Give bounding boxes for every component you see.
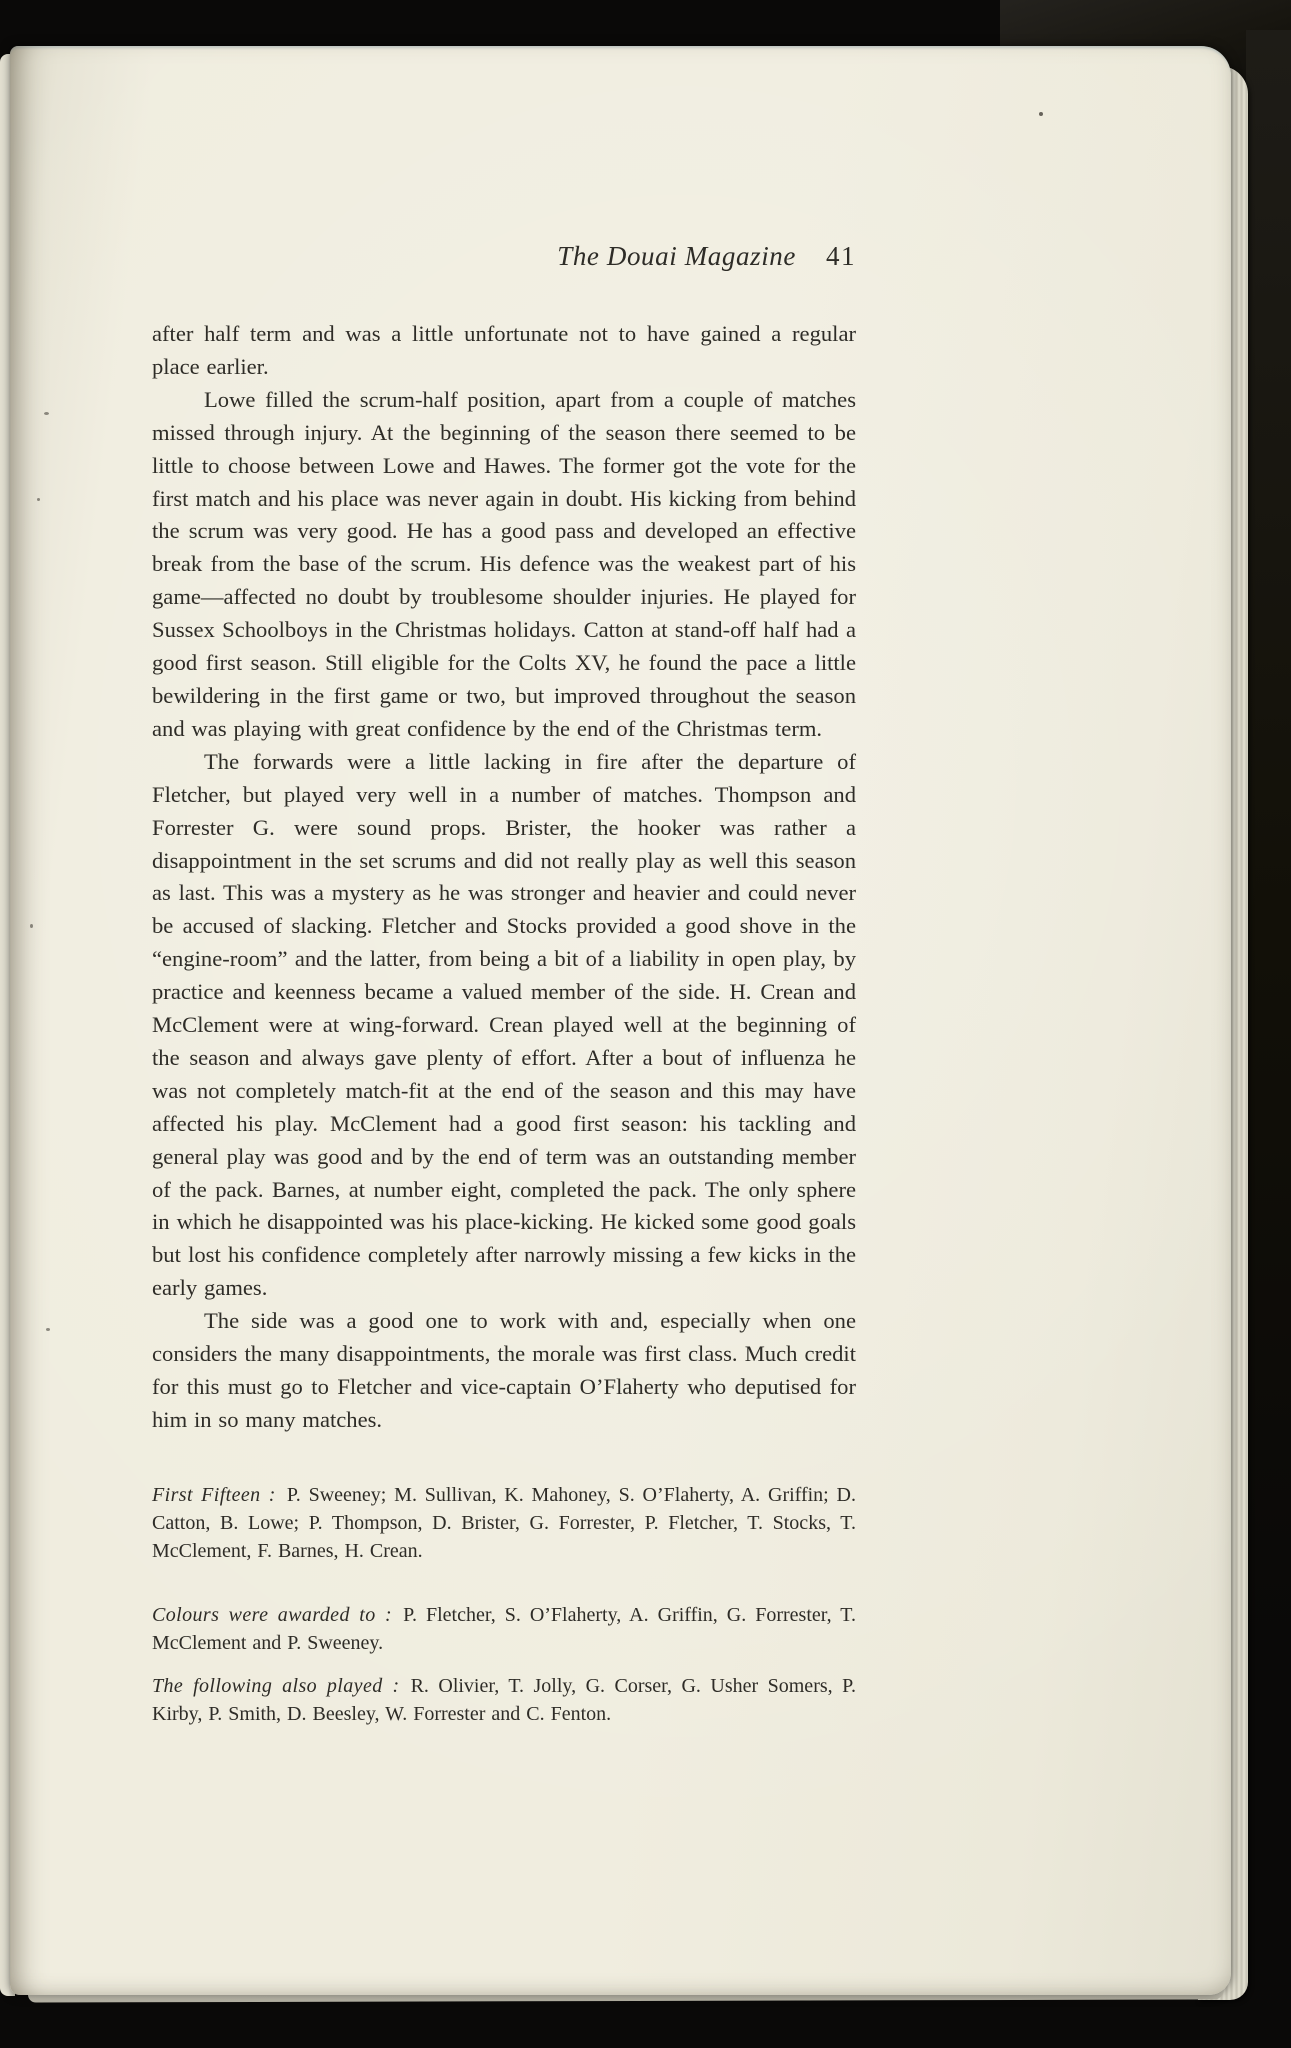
note-lead: First Fifteen : bbox=[152, 1483, 276, 1506]
magazine-title: The Douai Magazine bbox=[557, 241, 796, 271]
paragraph-scrum-half: Lowe filled the scrum-half position, apart from a couple of matches missed through injury. At the beginning of the season there seemed to be little to choose between Lowe and Hawes. The former got the vote for the first match and his place was never again in doubt. His kicking from behind the scrum was very good. He has a good pass and developed an effective break from the base of the scrum. His defence was the weakest part of his game—affected no doubt by troublesome shoulder injuries. He played for Sussex Schoolboys in the Christmas holidays. Catton at stand-off half had a good first season. Still eligible for the Colts XV, he found the pace a little bewildering in the first game or two, but improved throughout the season and was playing with great confidence by the end of the Christmas term. bbox=[152, 386, 856, 741]
dust-speck bbox=[46, 1328, 50, 1331]
note-first-fifteen bbox=[152, 1481, 856, 1565]
paragraph-forwards: The forwards were a little lacking in fire after the departure of Fletcher, but played very well in a number of matches. Thompson and Forrester G. were sound props. Brister, the hooker was rather a disappointment in the set scrums and did not really play as well this season as last. This was a mystery as he was stronger and heavier and could never be accused of slacking. Fletcher and Stocks provided a good shove in the “engine-room” and the latter, from being a bit of a liability in open play, by practice and keenness became a valued member of the side. H. Crean and McClement were at wing-forward. Crean played well at the beginning of the season and always gave plenty of effort. After a bout of influenza he was not completely match-fit at the end of the season and this may have affected his play. McClement had a good first season: his tackling and general play was good and by the end of term was an outstanding member of the pack. Barnes, at number eight, completed the pack. The only sphere in which he disappointed was his place-kicking. He kicked some good goals but lost his confidence completely after narrowly missing a few kicks in the early games. bbox=[152, 748, 856, 1301]
page-text-column bbox=[152, 318, 856, 1728]
note-lead: The following also played : bbox=[152, 1674, 400, 1697]
team-notes bbox=[152, 1481, 856, 1728]
note-text: P. Fletcher, S. O’Flaherty, A. Griffin, G. Forrester, T. McClement and P. Sweeney. bbox=[152, 1603, 857, 1654]
running-head bbox=[152, 240, 856, 272]
note-colours-awarded bbox=[152, 1601, 856, 1657]
dust-speck bbox=[44, 412, 49, 415]
note-lead: Colours were awarded to : bbox=[152, 1603, 393, 1626]
dust-speck bbox=[30, 924, 33, 928]
book-cover-right-edge bbox=[1246, 30, 1291, 1650]
paragraph-continuation: after half term and was a little unfortunate not to have gained a regular place earlier. bbox=[152, 321, 856, 379]
page-number: 41 bbox=[826, 241, 856, 271]
dust-speck bbox=[1039, 112, 1043, 116]
book-page bbox=[10, 46, 1231, 1995]
note-text: R. Olivier, T. Jolly, G. Corser, G. Usher Somers, P. Kirby, P. Smith, D. Beesley, W. Forrester and C. Fenton. bbox=[152, 1674, 857, 1725]
note-text: P. Sweeney; M. Sullivan, K. Mahoney, S. O’Flaherty, A. Griffin; D. Catton, B. Lowe; P. Thompson, D. Brister, G. Forrester, P. Fletcher, T. Stocks, T. McClement, F. Barnes, H. Crean. bbox=[152, 1483, 857, 1562]
note-also-played bbox=[152, 1672, 856, 1728]
paragraph-side-summary: The side was a good one to work with and, especially when one considers the many disappointments, the morale was first class. Much credit for this must go to Fletcher and vice-captain O’Flaherty who deputised for him in so many matches. bbox=[152, 1308, 856, 1432]
dust-speck bbox=[37, 498, 40, 501]
